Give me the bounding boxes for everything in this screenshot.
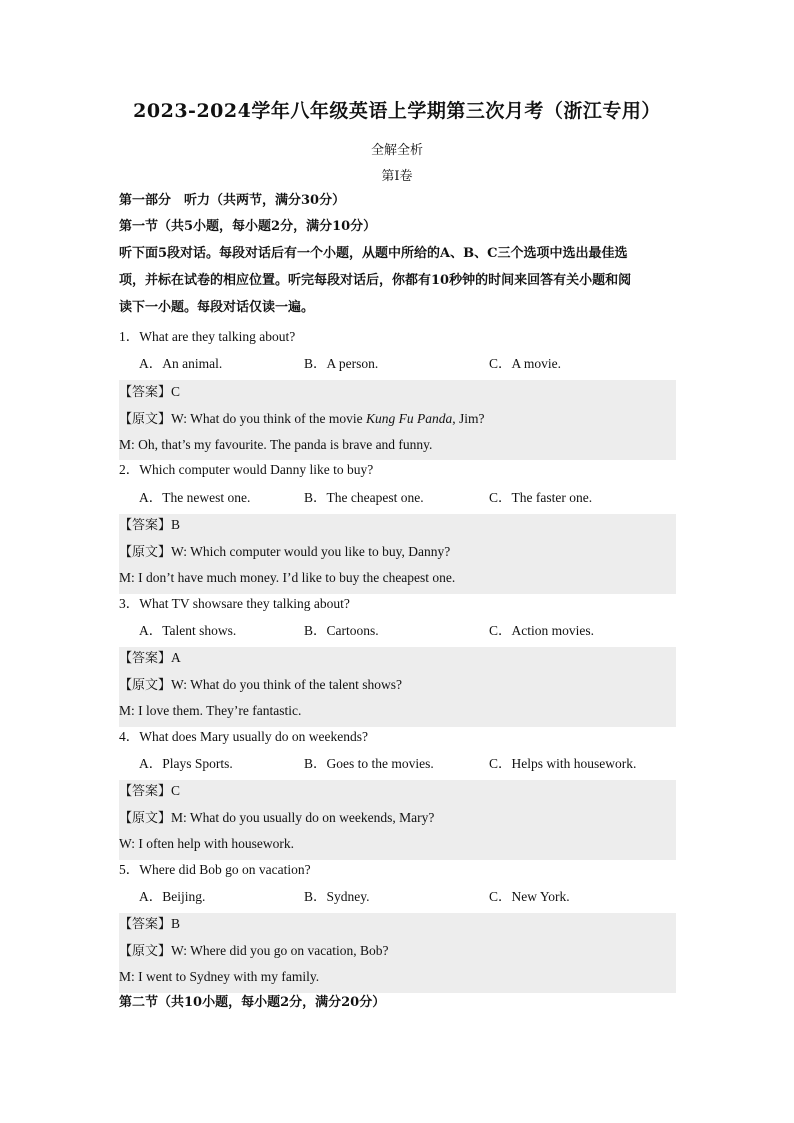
option-c: C．New York. — [489, 889, 570, 904]
transcript-reply: W: I often help with housework. — [119, 836, 294, 851]
answer-line — [119, 914, 676, 935]
answer-label: 【答案】 — [119, 518, 172, 533]
instructions — [119, 240, 676, 321]
movie-title: Kung Fu Panda — [365, 411, 453, 426]
instructions-line: 项，并标在试卷的相应位置。听完每段对话后，你都有10秒钟的时间来回答有关小题和阅 — [119, 273, 632, 288]
answer-value: B — [171, 517, 181, 532]
transcript-line — [119, 409, 676, 430]
transcript-line — [119, 675, 676, 696]
transcript-label: 【原文】 — [119, 545, 172, 560]
answer-line — [119, 648, 676, 669]
volume-label: 第Ⅰ卷 — [381, 169, 413, 184]
transcript-line — [119, 542, 676, 563]
answer-value: C — [171, 783, 181, 798]
document-title: 2023-2024学年八年级英语上学期第三次月考（浙江专用） — [133, 100, 661, 122]
answer-value: A — [171, 650, 181, 665]
option-b: B．Cartoons. — [304, 623, 379, 638]
transcript-text-end: , Jim? — [452, 411, 485, 426]
transcript-label: 【原文】 — [119, 678, 172, 693]
transcript-label: 【原文】 — [119, 811, 172, 826]
answer-line — [119, 382, 676, 403]
answer-label: 【答案】 — [119, 385, 172, 400]
answer-label: 【答案】 — [119, 917, 172, 932]
option-b: B．Goes to the movies. — [304, 756, 434, 771]
option-b: B．The cheapest one. — [304, 490, 424, 505]
option-c: C．The faster one. — [489, 490, 593, 505]
option-b: B．Sydney. — [304, 889, 370, 904]
question-stem: 5．Where did Bob go on vacation? — [119, 862, 311, 877]
question-stem: 2．Which computer would Danny like to buy? — [119, 462, 374, 477]
answer-value: B — [171, 916, 181, 931]
option-c: C．A movie. — [489, 356, 562, 371]
option-a: A．Beijing. — [139, 889, 206, 904]
transcript-text: W: What do you think of the movie — [171, 411, 366, 426]
option-a: A．Talent shows. — [139, 623, 237, 638]
transcript-reply: M: I don’t have much money. I’d like to buy the cheapest one. — [119, 570, 456, 585]
section-heading: 第二节（共10小题，每小题2分，满分20分） — [119, 995, 386, 1010]
option-a: A．Plays Sports. — [139, 756, 233, 771]
answer-label: 【答案】 — [119, 784, 172, 799]
transcript-text: W: What do you think of the talent shows? — [171, 677, 402, 692]
option-b: B．A person. — [304, 356, 379, 371]
transcript-text: W: Where did you go on vacation, Bob? — [171, 943, 389, 958]
question-stem: 1．What are they talking about? — [119, 329, 296, 344]
option-a: A．An animal. — [139, 356, 223, 371]
transcript-line — [119, 941, 676, 962]
part-heading: 第一部分 听力（共两节，满分30分） — [119, 193, 346, 208]
transcript-reply: M: I love them. They’re fantastic. — [119, 703, 302, 718]
option-a: A．The newest one. — [139, 490, 251, 505]
option-c: C．Helps with housework. — [489, 756, 637, 771]
transcript-label: 【原文】 — [119, 412, 172, 427]
instructions-line: 听下面5段对话。每段对话后有一个小题，从题中所给的A、B、C三个选项中选出最佳选 — [119, 246, 628, 261]
section-heading: 第一节（共5小题，每小题2分，满分10分） — [119, 219, 377, 234]
transcript-reply: M: I went to Sydney with my family. — [119, 969, 320, 984]
document-subtitle: 全解全析 — [370, 143, 423, 158]
answer-line — [119, 515, 676, 536]
transcript-text: M: What do you usually do on weekends, Mary? — [171, 810, 435, 825]
instructions-line: 读下一小题。每段对话仅读一遍。 — [119, 300, 315, 315]
question-stem: 3．What TV showsare they talking about? — [119, 596, 350, 611]
transcript-reply: M: Oh, that’s my favourite. The panda is brave and funny. — [119, 437, 433, 452]
option-c: C．Action movies. — [489, 623, 594, 638]
transcript-text: W: Which computer would you like to buy, Danny? — [171, 544, 451, 559]
transcript-label: 【原文】 — [119, 944, 172, 959]
transcript-line — [119, 808, 676, 829]
answer-value: C — [171, 384, 181, 399]
question-stem: 4．What does Mary usually do on weekends? — [119, 729, 368, 744]
answer-line — [119, 781, 676, 802]
answer-label: 【答案】 — [119, 651, 172, 666]
